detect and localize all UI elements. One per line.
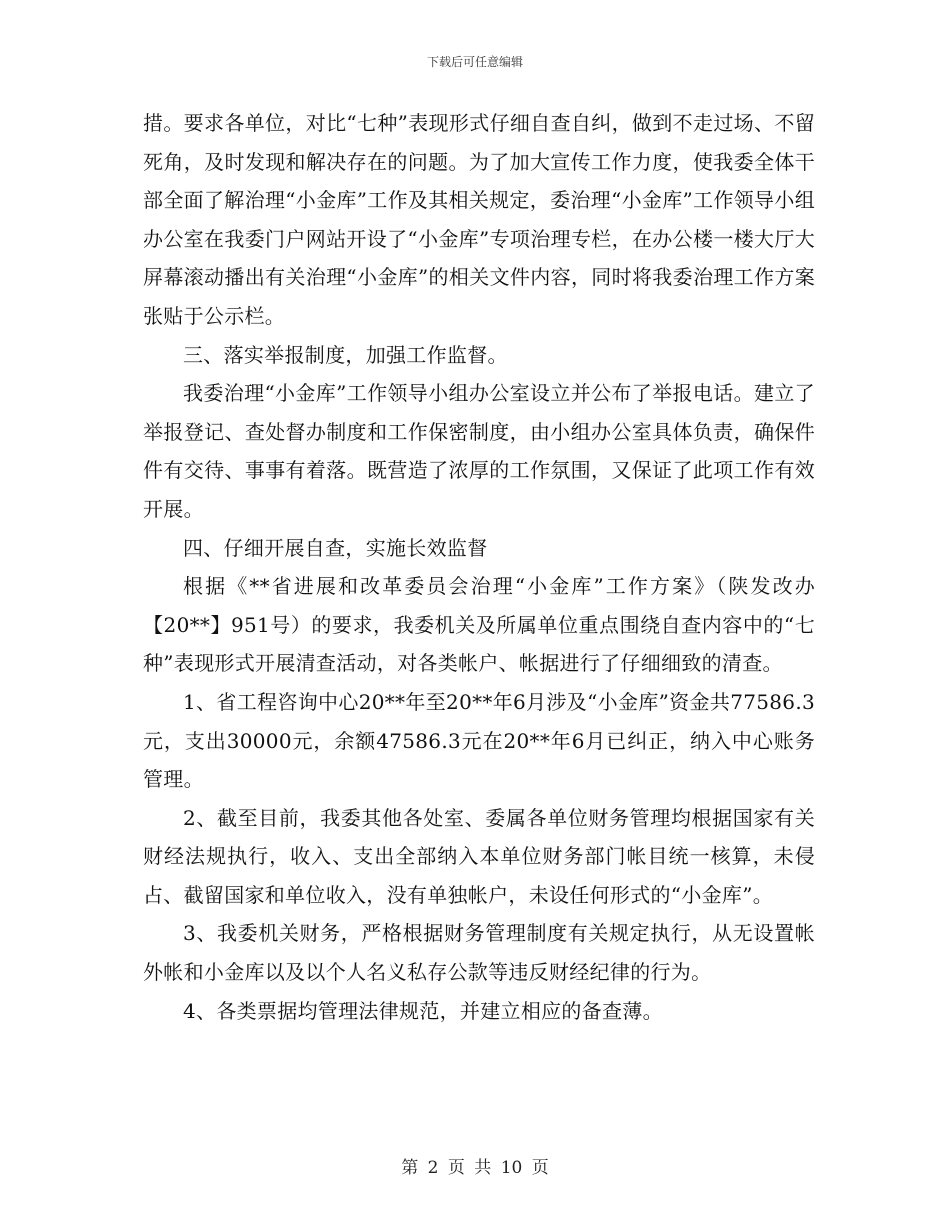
page-number-footer: 第 2 页 共 10 页 xyxy=(401,1158,549,1178)
page-header: 下载后可任意编辑 xyxy=(426,55,523,69)
paragraph: 根据《**省进展和改革委员会治理“小金库”工作方案》（陕发改办【20**】951号）的要求，我委机关及所属单位重点围绕自查内容中的“七种”表现形式开展清查活动，对各类帐户、帐据进行了仔细细致的清查。 xyxy=(143,574,815,676)
document-body xyxy=(143,104,815,1030)
list-item-3: 3、我委机关财务，严格根据财务管理制度有关规定执行，从无设置帐外帐和小金库以及以个人名义私存公款等违反财经纪律的行为。 xyxy=(143,921,815,985)
list-item-4: 4、各类票据均管理法律规范，并建立相应的备查薄。 xyxy=(183,998,663,1023)
list-item-2: 2、截至目前，我委其他各处室、委属各单位财务管理均根据国家有关财经法规执行，收入、支出全部纳入本单位财务部门帐目统一核算，未侵占、截留国家和单位收入，没有单独帐户，未设任何形式的“小金库”。 xyxy=(143,805,815,907)
paragraph-continued: 措。要求各单位，对比“七种”表现形式仔细自查自纠，做到不走过场、不留死角，及时发现和解决存在的问题。为了加大宣传工作力度，使我委全体干部全面了解治理“小金库”工作及其相关规定，委治理“小金库”工作领导小组办公室在我委门户网站开设了“小金库”专项治理专栏，在办公楼一楼大厅大屏幕滚动播出有关治理“小金库”的相关文件内容，同时将我委治理工作方案张贴于公示栏。 xyxy=(143,111,815,328)
list-item-1: 1、省工程咨询中心20**年至20**年6月涉及“小金库”资金共77586.3元，支出30000元，余额47586.3元在20**年6月已纠正，纳入中心账务管理。 xyxy=(143,689,815,792)
section-heading-3: 三、落实举报制度，加强工作监督。 xyxy=(183,342,508,367)
paragraph: 我委治理“小金库”工作领导小组办公室设立并公布了举报电话。建立了举报登记、查处督办制度和工作保密制度，由小组办公室具体负责，确保件件有交待、事事有着落。既营造了浓厚的工作氛围，又保证了此项工作有效开展。 xyxy=(143,381,815,521)
section-heading-4: 四、仔细开展自查，实施长效监督 xyxy=(183,535,488,560)
